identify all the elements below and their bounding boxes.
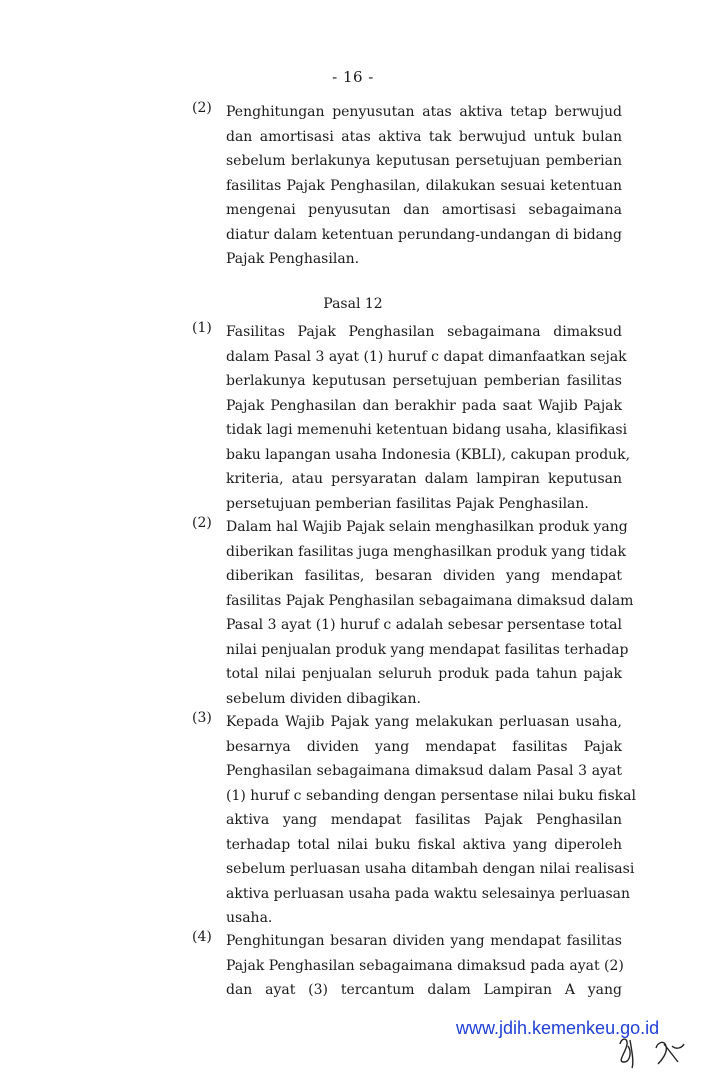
text-line: sebelum dividen dibagikan. bbox=[226, 690, 421, 707]
text-line: (1) huruf c sebanding dengan persentase nilai buku fiskal bbox=[226, 787, 636, 804]
paragraph-text bbox=[226, 320, 631, 516]
text-line: dalam Pasal 3 ayat (1) huruf c dapat dimanfaatkan sejak bbox=[226, 348, 627, 365]
text-line: Penghasilan sebagaimana dimaksud dalam Pasal 3 ayat bbox=[226, 763, 622, 779]
paragraph-number: (1) bbox=[192, 320, 212, 336]
text-line: aktiva yang mendapat fasilitas Pajak Penghasilan bbox=[226, 812, 622, 828]
text-line: sebelum berlakunya keputusan persetujuan pemberian bbox=[226, 153, 622, 169]
text-line: besarnya dividen yang mendapat fasilitas Pajak bbox=[226, 738, 622, 755]
text-line: nilai penjualan produk yang mendapat fasilitas terhadap bbox=[226, 641, 629, 658]
paragraph-number: (3) bbox=[192, 710, 212, 726]
text-line: Fasilitas Pajak Penghasilan sebagaimana dimaksud bbox=[226, 324, 622, 340]
article-heading: Pasal 12 bbox=[323, 296, 383, 312]
text-line: dan amortisasi atas aktiva tak berwujud untuk bulan bbox=[226, 128, 622, 145]
text-line: dan ayat (3) tercantum dalam Lampiran A yang bbox=[226, 982, 622, 998]
text-line: usaha. bbox=[226, 910, 273, 926]
text-line: fasilitas Pajak Penghasilan, dilakukan sesuai ketentuan bbox=[226, 177, 622, 194]
text-line: terhadap total nilai buku fiskal aktiva yang diperoleh bbox=[226, 836, 622, 853]
page-number: - 16 - bbox=[332, 68, 374, 86]
text-line: diatur dalam ketentuan perundang-undangan di bidang bbox=[226, 226, 622, 243]
section-text bbox=[226, 100, 622, 272]
text-line: sebelum perluasan usaha ditambah dengan nilai realisasi bbox=[226, 861, 635, 877]
text-line: Pajak Penghasilan dan berakhir pada saat Wajib Pajak bbox=[226, 397, 622, 414]
text-line: mengenai penyusutan dan amortisasi sebagaimana bbox=[226, 202, 622, 218]
paraf-signature-icon bbox=[612, 1032, 692, 1072]
text-line: diberikan fasilitas, besaran dividen yang mendapat bbox=[226, 568, 622, 584]
text-line: Pajak Penghasilan. bbox=[226, 251, 360, 267]
paragraph-number: (2) bbox=[192, 515, 212, 531]
paragraph-text bbox=[226, 515, 634, 711]
jdih-website-link[interactable]: www.jdih.kemenkeu.go.id bbox=[456, 1018, 660, 1038]
section-number: (2) bbox=[192, 100, 212, 116]
text-line: Pajak Penghasilan sebagaimana dimaksud pada ayat (2) bbox=[226, 957, 624, 974]
text-line: kriteria, atau persyaratan dalam lampiran keputusan bbox=[226, 471, 622, 487]
paragraph-number: (4) bbox=[192, 929, 212, 945]
text-line: aktiva perluasan usaha pada waktu selesainya perluasan bbox=[226, 885, 631, 902]
text-line: fasilitas Pajak Penghasilan sebagaimana dimaksud dalam bbox=[226, 592, 634, 609]
text-line: Dalam hal Wajib Pajak selain menghasilkan produk yang bbox=[226, 519, 628, 535]
text-line: tidak lagi memenuhi ketentuan bidang usaha, klasifikasi bbox=[226, 422, 628, 438]
text-line: baku lapangan usaha Indonesia (KBLI), cakupan produk, bbox=[226, 446, 631, 463]
paragraph-text bbox=[226, 929, 622, 1003]
text-line: total nilai penjualan seluruh produk pada tahun pajak bbox=[226, 666, 622, 682]
text-line: berlakunya keputusan persetujuan pemberian fasilitas bbox=[226, 373, 622, 389]
text-line: diberikan fasilitas juga menghasilkan produk yang tidak bbox=[226, 543, 626, 560]
paragraph-text bbox=[226, 710, 636, 931]
text-line: persetujuan pemberian fasilitas Pajak Penghasilan. bbox=[226, 495, 589, 512]
text-line: Penghitungan penyusutan atas aktiva tetap berwujud bbox=[226, 104, 622, 120]
text-line: Pasal 3 ayat (1) huruf c adalah sebesar persentase total bbox=[226, 617, 622, 633]
text-line: Kepada Wajib Pajak yang melakukan perluasan usaha, bbox=[226, 714, 622, 730]
text-line: Penghitungan besaran dividen yang mendapat fasilitas bbox=[226, 933, 622, 949]
